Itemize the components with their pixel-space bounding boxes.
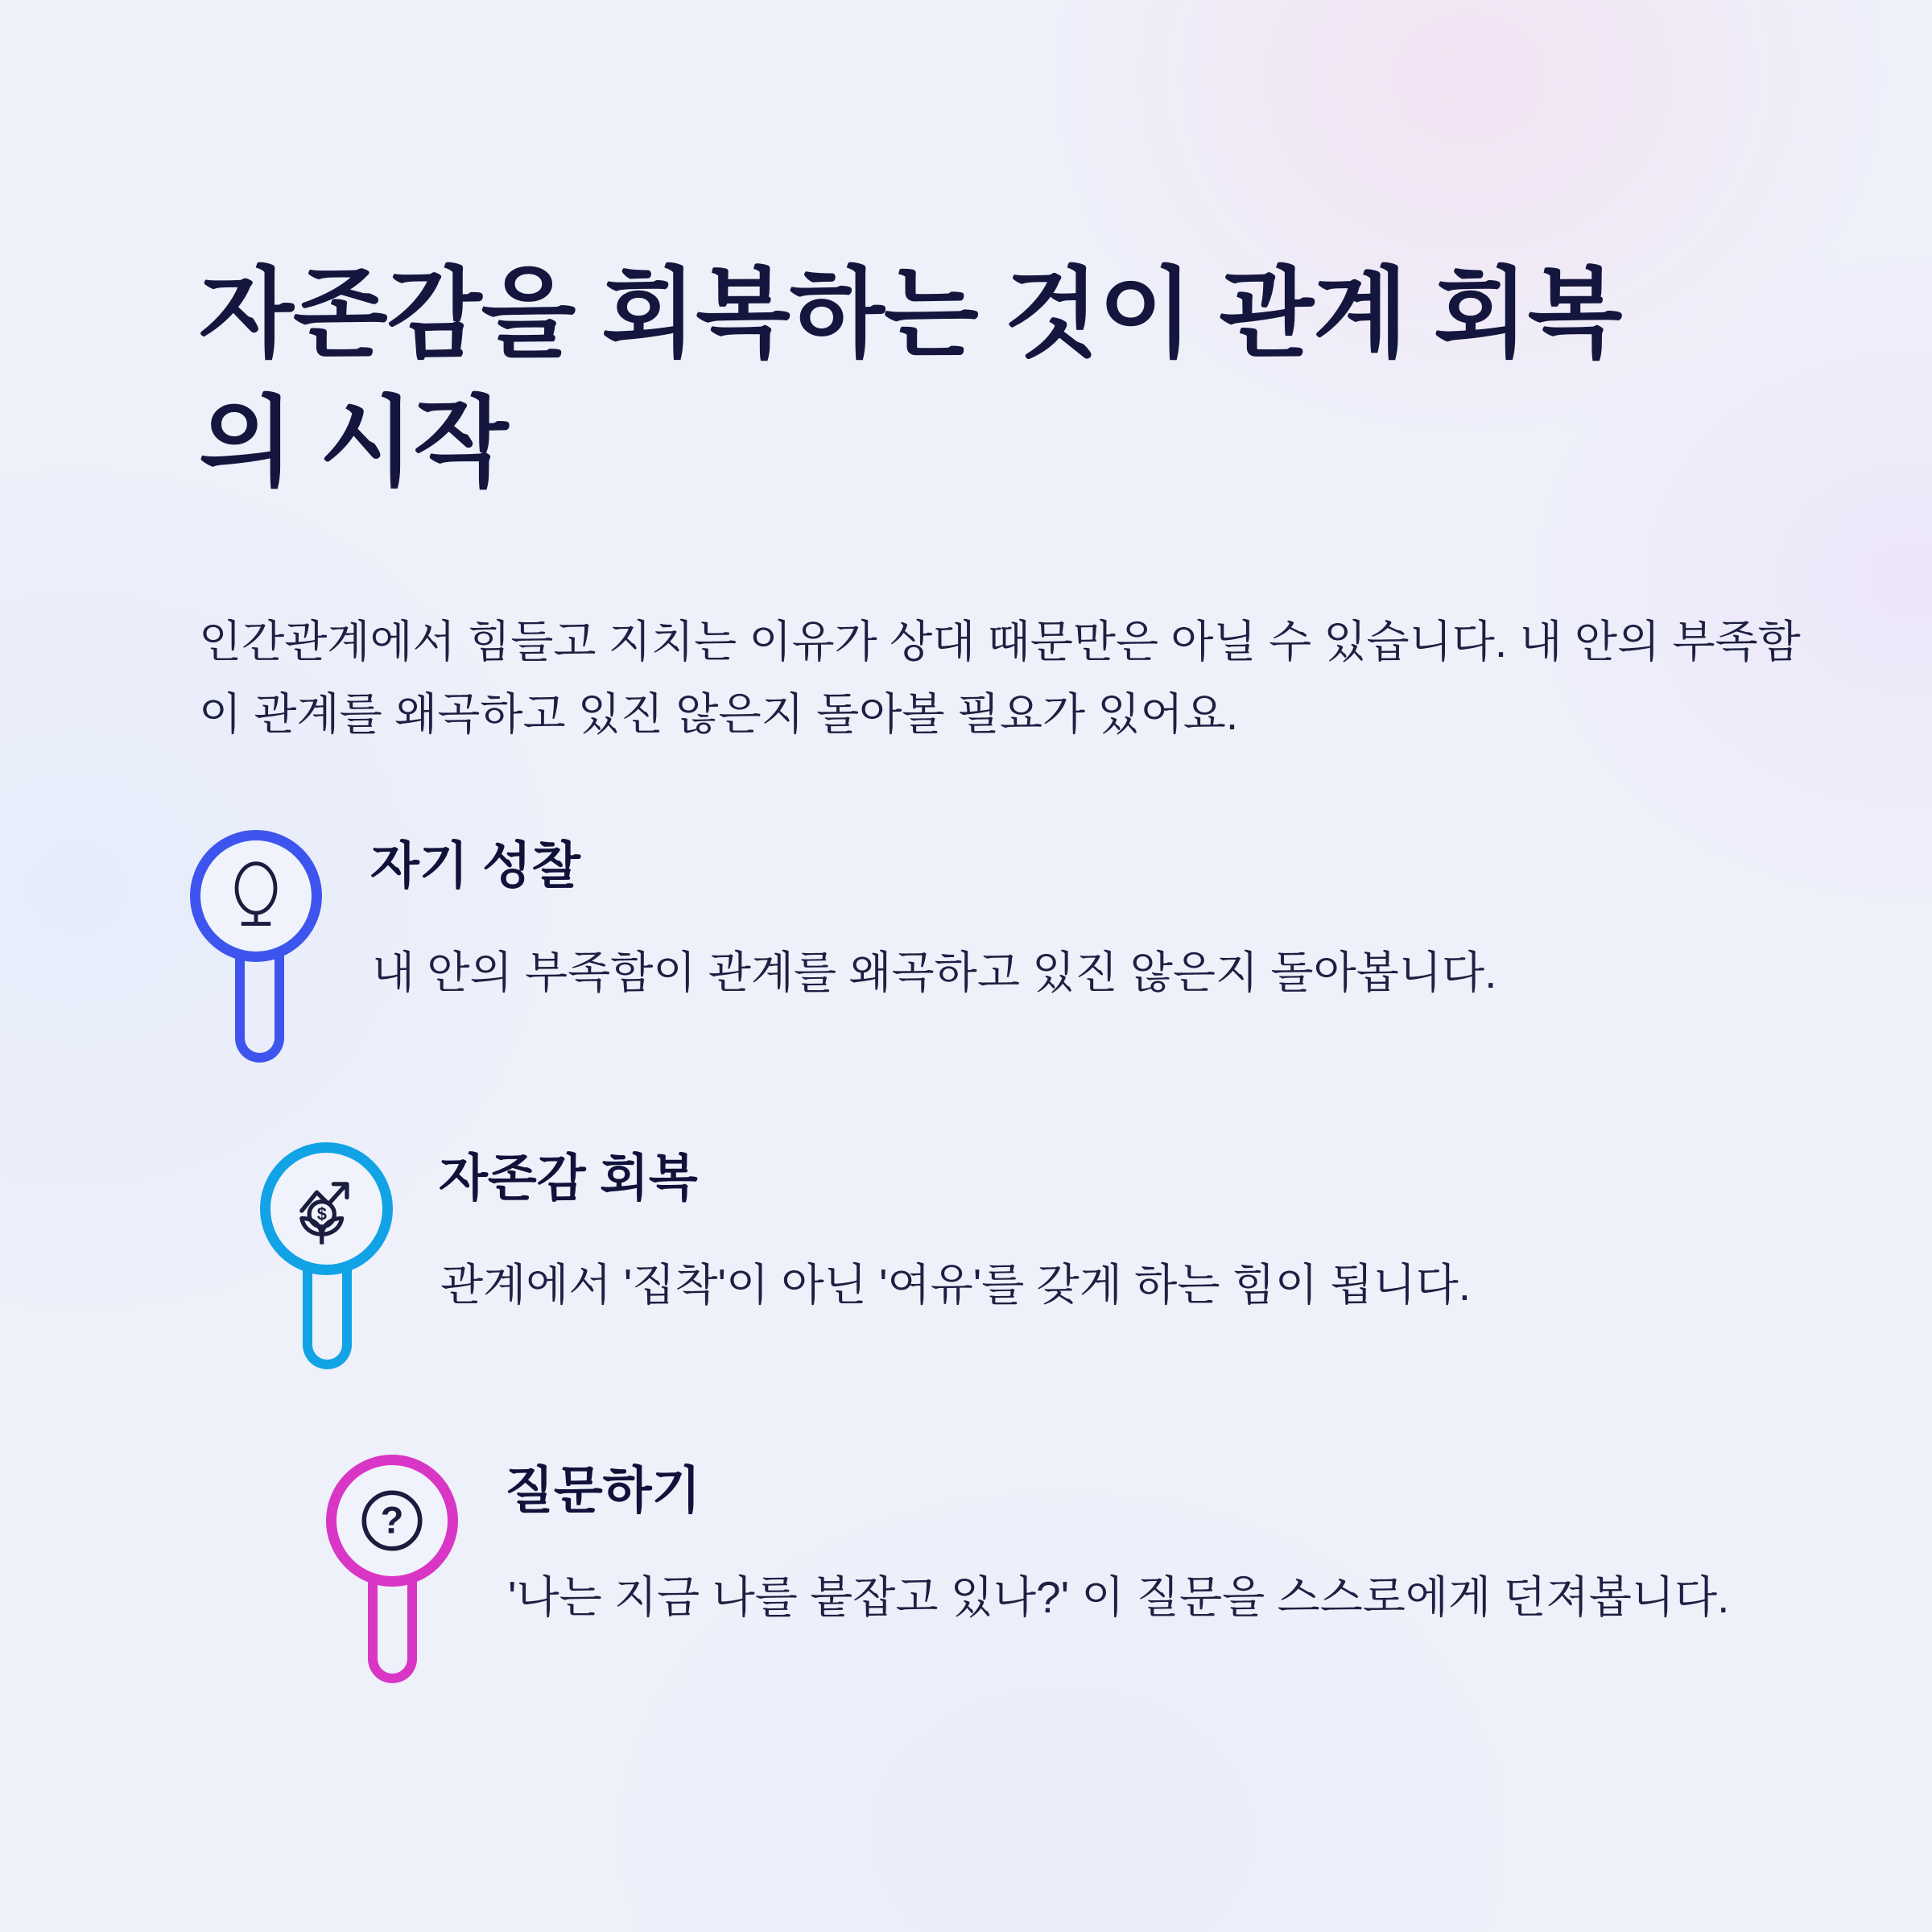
item-heading: 질문하기 bbox=[505, 1463, 701, 1519]
item-body: 관계에서 '집착'이 아닌 '여유'를 갖게 하는 힘이 됩니다. bbox=[440, 1260, 1471, 1310]
intro-line-1: 인간관계에서 힘들고 지치는 이유가 상대 때문만은 아닐 수 있습니다. 내 안의 부족함 bbox=[199, 617, 1801, 667]
item-body: '나는 지금 나를 붙잡고 있나?' 이 질문을 스스로에게 던져봅니다. bbox=[508, 1572, 1730, 1622]
page-title-line-1: 자존감을 회복하는 것이 관계 회복 bbox=[199, 259, 1622, 369]
hand-mirror-circle bbox=[190, 830, 322, 962]
svg-text:?: ? bbox=[380, 1498, 404, 1542]
page-title-line-2: 의 시작 bbox=[199, 388, 508, 497]
mirror-icon bbox=[217, 857, 295, 935]
svg-text:$: $ bbox=[316, 1203, 327, 1224]
item-body: 내 안의 부족함이 관계를 왜곡하고 있진 않은지 돌아봅니다. bbox=[372, 947, 1497, 997]
intro-line-2: 이 관계를 왜곡하고 있진 않은지 돌아볼 필요가 있어요. bbox=[199, 689, 1239, 739]
hand-mirror-circle bbox=[326, 1455, 458, 1587]
hand-mirror-circle bbox=[260, 1142, 393, 1275]
money-growth-icon bbox=[285, 1167, 369, 1251]
item-heading: 자존감 회복 bbox=[439, 1150, 698, 1207]
item-heading: 자기 성찰 bbox=[370, 838, 580, 894]
question-mark-icon bbox=[347, 1476, 437, 1566]
page-title bbox=[199, 250, 1622, 507]
intro-paragraph bbox=[199, 605, 1801, 750]
